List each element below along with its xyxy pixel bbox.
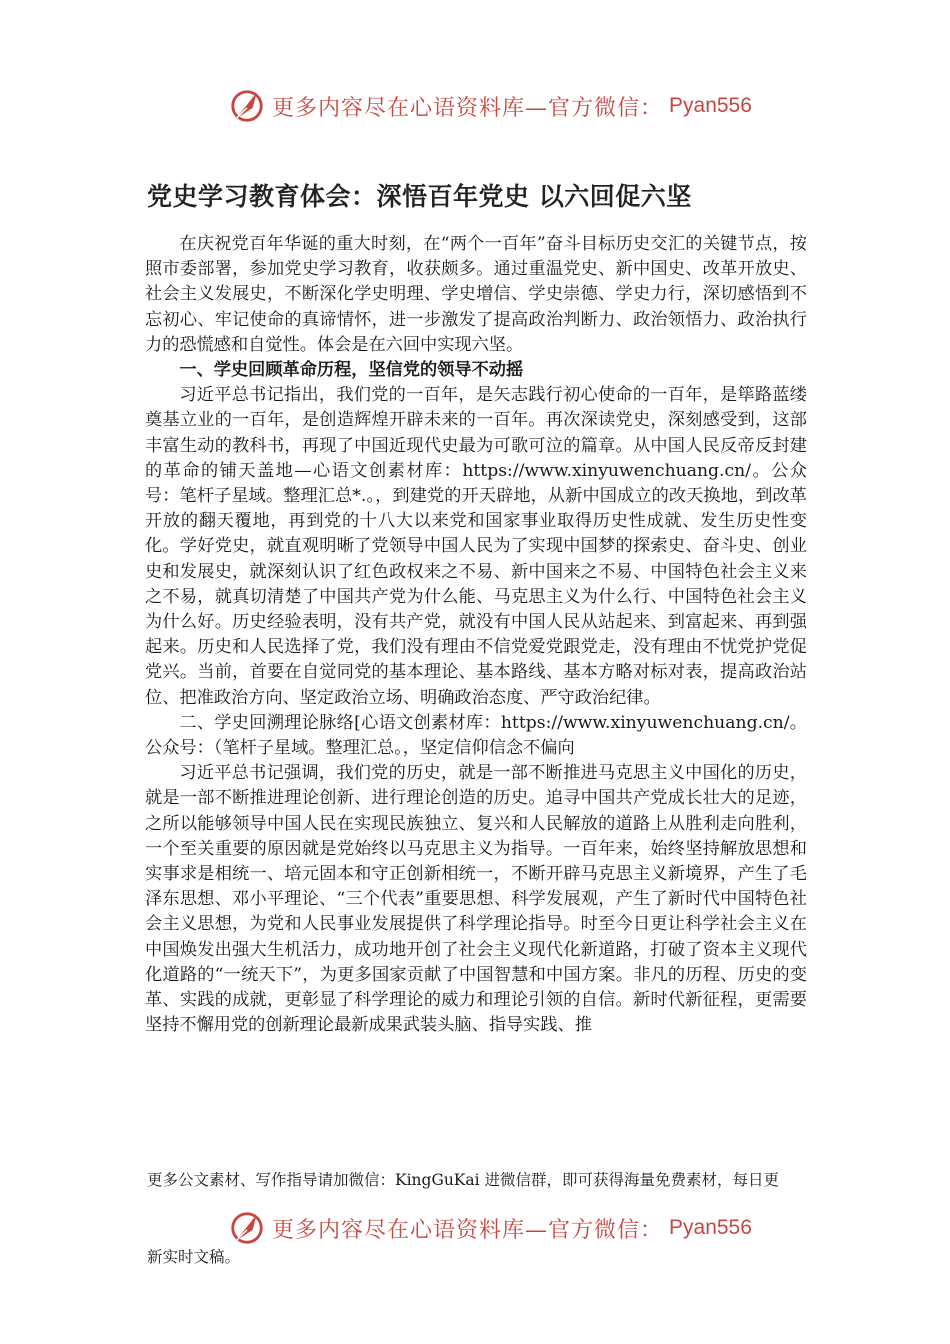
banner-text: 更多内容尽在心语资料库—官方微信： [272, 1217, 664, 1243]
footer-banner [228, 1206, 752, 1250]
footer-note-continued: 新实时文稿。 [147, 1248, 241, 1266]
article-body [145, 232, 807, 1039]
section-heading-1: 一、学史回顾革命历程，坚信党的领导不动摇 [179, 360, 524, 381]
banner-wechat-id: Pyan556 [669, 1216, 752, 1239]
paragraph-intro: 在庆祝党百年华诞的重大时刻，在“两个一百年”奋斗目标历史交汇的关键节点，按照市委部署，参加党史学习教育，收获颇多。通过重温党史、新中国史、改革开放史、社会主义发展史，不断深化学史明理、学史增信、学史崇德、学史力行，深切感悟到不忘初心、牢记使命的真谛情怀，进一步激发了提高政治判断力、政治领悟力、政治执行力的恐慌感和自觉性。体会是在六回中实现六坚。 [145, 234, 807, 355]
page-title: 党史学习教育体会：深悟百年党史 以六回促六坚 [147, 182, 692, 211]
section-heading-2: 二、学史回溯理论脉络[心语文创素材库：https://www.xinyuwenchuang.cn/。公众号：（笔杆子星域。整理汇总。，坚定信仰信念不偏向 [145, 712, 807, 759]
quill-pen-icon [228, 1209, 266, 1247]
paragraph-section-2: 习近平总书记强调，我们党的历史，就是一部不断推进马克思主义中国化的历史，就是一部不断推进理论创新、进行理论创造的历史。追寻中国共产党成长壮大的足迹，之所以能够领导中国人民在实现民族独立、复兴和人民解放的道路上从胜利走向胜利，一个至关重要的原因就是党始终以马克思主义为指导。一百年来，始终坚持解放思想和实事求是相统一、培元固本和守正创新相统一，不断开辟马克思主义新境界，产生了毛泽东思想、邓小平理论、“三个代表”重要思想、科学发展观，产生了新时代中国特色社会主义思想，为党和人民事业发展提供了科学理论指导。时至今日更让科学社会主义在中国焕发出强大生机活力，成功地开创了社会主义现代化新道路，打破了资本主义现代化道路的“一统天下”，为更多国家贡献了中国智慧和中国方案。非凡的历程、历史的变革、实践的成就，更彰显了科学理论的威力和理论引领的自信。新时代新征程，更需要坚持不懈用党的创新理论最新成果武装头脑、指导实践、推 [145, 763, 807, 1036]
banner-text: 更多内容尽在心语资料库—官方微信： [272, 95, 664, 121]
footer-note: 更多公文素材、写作指导请加微信：KingGuKai 进微信群，即可获得海量免费素材，每日更 [147, 1171, 780, 1189]
paragraph-section-1: 习近平总书记指出，我们党的一百年，是矢志践行初心使命的一百年，是筚路蓝缕奠基立业的一百年，是创造辉煌开辟未来的一百年。再次深读党史，深刻感受到，这部丰富生动的教科书，再现了中国近现代史最为可歌可泣的篇章。从中国人民反帝反封建的革命的铺天盖地—心语文创素材库：https://www.xinyuwenchuang.cn/。公众号：笔杆子星域。整理汇总*.。，到建党的开天辟地，从新中国成立的改天换地，到改革开放的翻天覆地，再到党的十八大以来党和国家事业取得历史性成就、发生历史性变化。学好党史，就直观明晰了党领导中国人民为了实现中国梦的探索史、奋斗史、创业史和发展史，就深刻认识了红色政权来之不易、新中国来之不易、中国特色社会主义来之不易，就真切清楚了中国共产党为什么能、马克思主义为什么行、中国特色社会主义为什么好。历史经验表明，没有共产党，就没有中国人民从站起来、到富起来、再到强起来。历史和人民选择了党，我们没有理由不信党爱党跟党走，没有理由不忧党护党促党兴。当前，首要在自觉同党的基本理论、基本路线、基本方略对标对表，提高政治站位、把准政治方向、坚定政治立场、明确政治态度、严守政治纪律。 [145, 385, 807, 708]
banner-wechat-id: Pyan556 [669, 94, 752, 117]
quill-pen-icon [228, 87, 266, 125]
header-banner [228, 84, 752, 128]
